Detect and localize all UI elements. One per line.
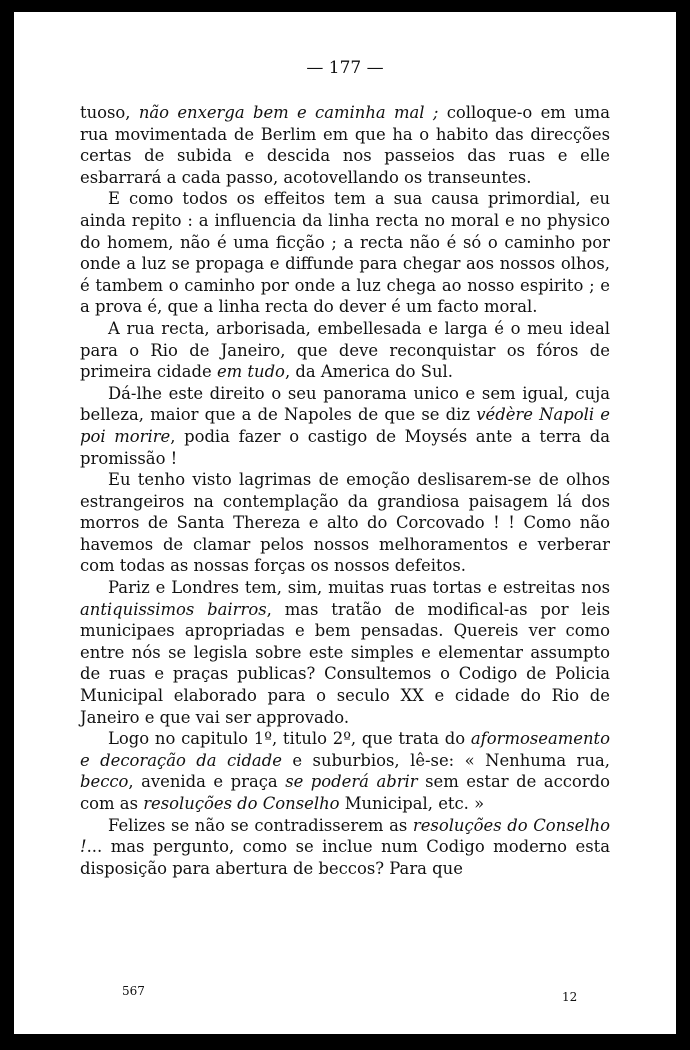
text-run: , podia fazer o castigo de Moysés ante a terra da promissão !: [80, 426, 610, 468]
italic-text-run: resoluções do Conselho: [143, 794, 340, 813]
text-run: sem estar de accordo com as: [80, 772, 610, 813]
paragraph: [80, 102, 610, 188]
text-run: colloque-o em uma rua movimentada de Berlim em que ha o habito das direcções certas de subida e descida nos passeios das ruas e elle esbarrará a cada passo, acotovellando os transeuntes.: [80, 103, 610, 187]
italic-text-run: em tudo: [216, 362, 285, 382]
italic-text-run: resoluções do Conselho !: [80, 815, 610, 857]
page-number: — 177 —: [306, 58, 384, 78]
italic-text-run: se poderá abrir: [285, 772, 418, 792]
text-run: Eu tenho visto lagrimas de emoção deslisarem-se de olhos estrangeiros na contemplação da grandiosa paisagem lá dos morros de Santa Thereza e alto do Corcovado ! ! Como não havemos de clamar pelos nossos melhoramentos e verberar com todas as nossas forças os nossos defeitos.: [80, 470, 610, 576]
italic-text-run: aformoseamento e decoração da cidade: [80, 729, 610, 770]
paragraph: [80, 577, 610, 728]
text-run: Dá-lhe este direito o seu panorama unico e sem igual, cuja belleza, maior que a de Napoles de que se diz: [80, 383, 610, 425]
paragraph: [80, 383, 610, 469]
signature-mark: 567: [122, 984, 145, 998]
text-run: Municipal, etc. »: [339, 794, 485, 813]
italic-text-run: védère Napoli e poi morire: [80, 405, 610, 446]
text-run: , avenida e praça: [128, 772, 286, 792]
paragraph: [80, 469, 610, 577]
paragraph: [80, 318, 610, 383]
text-run: e suburbios, lê-se: « Nenhuma rua,: [281, 750, 611, 770]
italic-text-run: becco: [80, 772, 129, 792]
book-page: [14, 12, 676, 1034]
text-run: Felizes se não se contradisserem as: [108, 815, 413, 835]
text-run: , mas tratão de modifical-as por leis municipaes apropriadas e bem pensadas. Quereis ver como entre nós se legisla sobre este simples e elementar assumpto de ruas e praças publicas? Consultemos o Codigo de Policia Municipal elaborado para o seculo XX e cidade do Rio de Janeiro e que vai ser approvado.: [80, 599, 610, 727]
italic-text-run: não enxerga bem e caminha mal ;: [138, 103, 439, 122]
body-text: [80, 102, 610, 879]
text-run: , da America do Sul.: [284, 362, 453, 382]
text-run: E como todos os effeitos tem a sua causa primordial, eu ainda repito : a influencia da linha recta no moral e no physico do homem, não é uma ficção ; a recta não é só o caminho por onde a luz se propaga e diffunde para chegar aos nossos olhos, é tambem o caminho por onde a luz chega ao nosso espirito ; e a prova é, que a linha recta do dever é um facto moral.: [80, 189, 610, 317]
sheet-number: 12: [562, 990, 578, 1004]
text-run: A rua recta, arborisada, embellesada e larga é o meu ideal para o Rio de Janeiro, que deve reconquistar os fóros de primeira cidade: [80, 318, 610, 382]
text-run: tuoso,: [80, 103, 139, 122]
paragraph: [80, 728, 610, 814]
text-run: Pariz e Londres tem, sim, muitas ruas tortas e estreitas nos: [108, 578, 610, 598]
paragraph: [80, 815, 610, 880]
text-run: Logo no capitulo 1º, titulo 2º, que trata do: [108, 729, 471, 749]
italic-text-run: antiquissimos bairros: [80, 599, 267, 619]
text-run: ... mas pergunto, como se inclue num Codigo moderno esta disposição para abertura de beccos? Para que: [80, 837, 610, 878]
paragraph: [80, 188, 610, 318]
